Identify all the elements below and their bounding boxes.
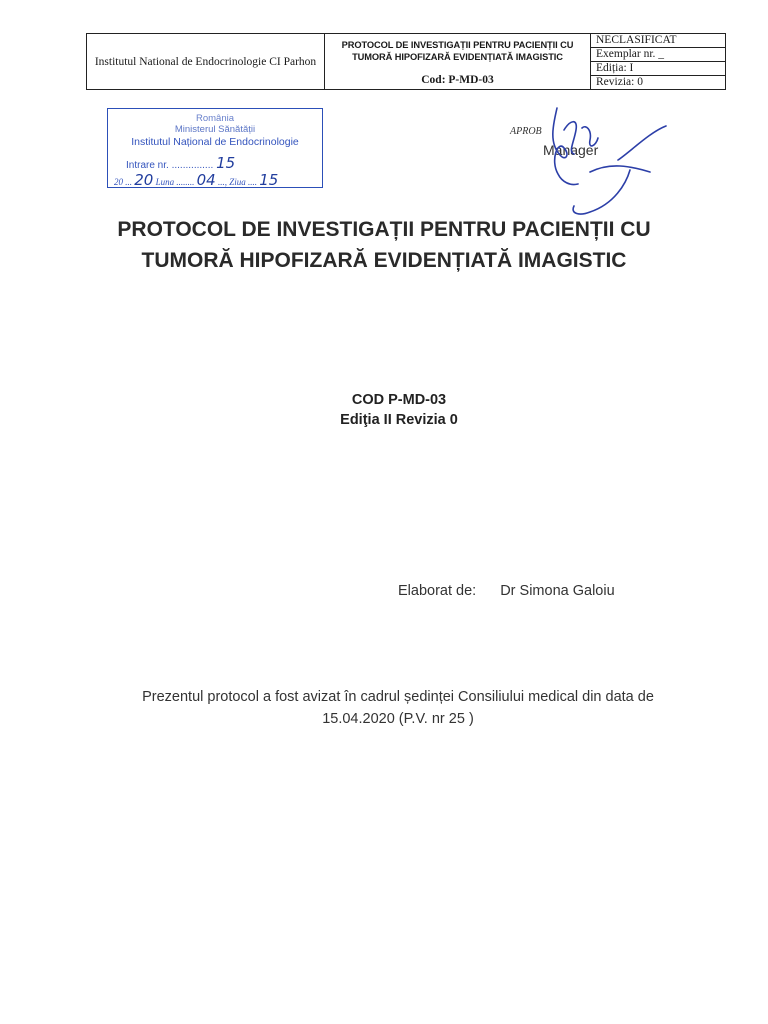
institution-name: Institutul National de Endocrinologie CI Parhon <box>94 55 317 68</box>
classification-label: NECLASIFICAT <box>591 34 725 48</box>
approval-note <box>0 686 768 730</box>
stamp-year: 20 <box>134 171 154 189</box>
stamp-date: 20 ... 20 Luna ........ 04 ..., Ziua .... 15 <box>114 171 279 189</box>
exemplar-label: Exemplar nr. _ <box>591 48 725 62</box>
meta-cell <box>591 34 726 90</box>
registration-stamp <box>107 108 323 188</box>
manager-signature <box>530 100 680 220</box>
document-title-line-2: TUMORĂ HIPOFIZARĂ EVIDENȚIATĂ IMAGISTIC <box>141 249 627 272</box>
document-header-table <box>86 33 726 90</box>
protocol-title-cell <box>325 34 591 90</box>
revizie-label: Revizia: 0 <box>596 76 643 88</box>
stamp-ministry: Ministerul Sănătății <box>174 124 256 135</box>
manager-label: Manager <box>543 142 599 158</box>
aprob-label: APROB <box>510 126 542 137</box>
approval-note-line-1: Prezentul protocol a fost avizat în cadrul ședinței Consiliului medical din data de <box>142 689 654 705</box>
editie-label: Ediția: I <box>591 62 725 76</box>
approval-note-line-2: 15.04.2020 (P.V. nr 25 ) <box>322 711 474 727</box>
document-title <box>0 214 768 276</box>
stamp-entry: Intrare nr. ............... 15 <box>126 154 236 172</box>
header-protocol-title: PROTOCOL DE INVESTIGAȚII PENTRU PACIENȚII CU TUMORĂ HIPOFIZARĂ EVIDENȚIATĂ IMAGISTIC <box>341 40 574 62</box>
stamp-luna-label: Luna <box>155 177 175 187</box>
institution-cell <box>87 34 325 90</box>
header-protocol-code: Cod: P-MD-03 <box>421 74 494 86</box>
document-code: COD P-MD-03 <box>351 392 447 408</box>
stamp-month: 04 <box>196 171 216 189</box>
author-name: Dr Simona Galoiu <box>500 583 615 599</box>
stamp-entry-label: Intrare nr. <box>126 160 169 171</box>
document-code-block <box>0 390 768 430</box>
stamp-ziua-label: Ziua <box>229 177 246 187</box>
document-title-line-1: PROTOCOL DE INVESTIGAȚII PENTRU PACIENȚII CU <box>117 218 651 241</box>
stamp-institute: Institutul Național de Endocrinologie <box>131 136 299 148</box>
stamp-entry-number: 15 <box>216 154 236 172</box>
author-line <box>398 583 615 599</box>
author-label: Elaborat de: <box>398 583 477 599</box>
stamp-date-prefix: 20 <box>114 177 123 187</box>
stamp-country: România <box>195 113 235 124</box>
stamp-day: 15 <box>259 171 279 189</box>
document-edition: Ediţia II Revizia 0 <box>340 412 458 428</box>
